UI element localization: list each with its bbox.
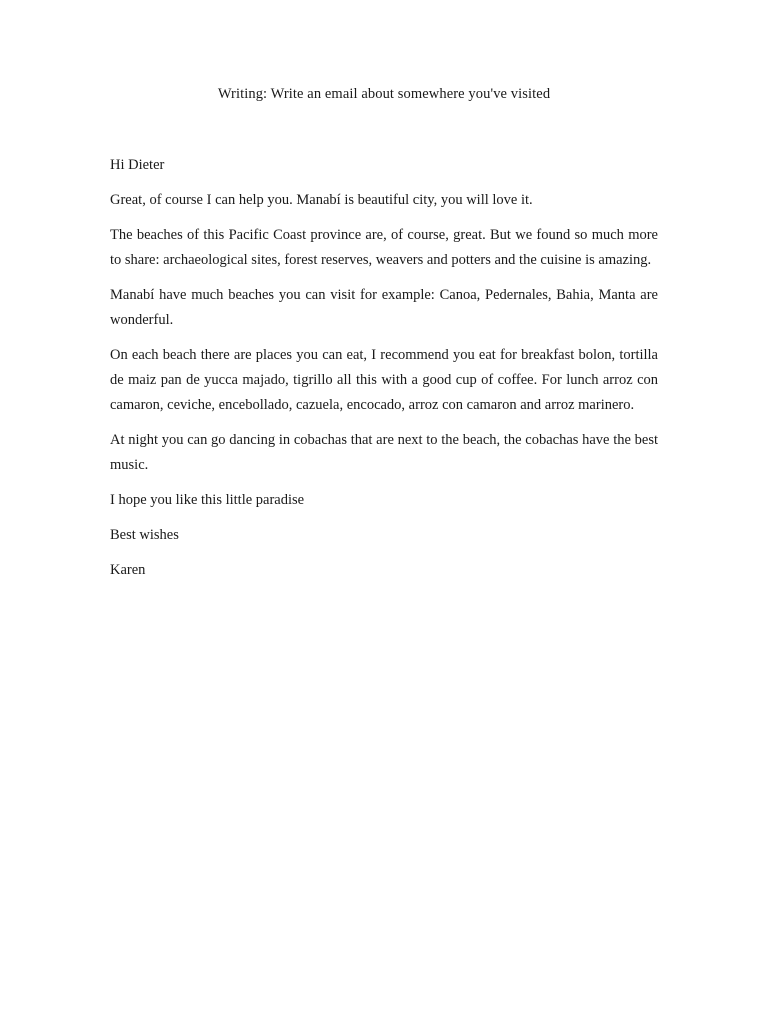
paragraph-5: At night you can go dancing in cobachas that are next to the beach, the cobachas have the best music. xyxy=(110,432,658,473)
paragraph-3: Manabí have much beaches you can visit for example: Canoa, Pedernales, Bahia, Manta are wonderful. xyxy=(110,287,658,328)
paragraph-4: On each beach there are places you can eat, I recommend you eat for breakfast bolon, tortilla de maiz pan de yucca majado, tigrillo all this with a good cup of coffee. For lunch arroz con camaron, ceviche, encebollado, cazuela, encocado, arroz con camaron and arroz marinero. xyxy=(110,347,658,413)
closing: Best wishes xyxy=(110,527,179,543)
paragraph-1: Great, of course I can help you. Manabí is beautiful city, you will love it. xyxy=(110,192,533,208)
paragraph-6: I hope you like this little paradise xyxy=(110,492,305,508)
signature: Karen xyxy=(110,562,146,578)
email-body xyxy=(110,153,658,593)
greeting: Hi Dieter xyxy=(110,157,165,173)
document-title: Writing: Write an email about somewhere you've visited xyxy=(217,86,551,102)
paragraph-2: The beaches of this Pacific Coast province are, of course, great. But we found so much more to share: archaeological sites, forest reserves, weavers and potters and the cuisine is amazing. xyxy=(110,227,658,268)
